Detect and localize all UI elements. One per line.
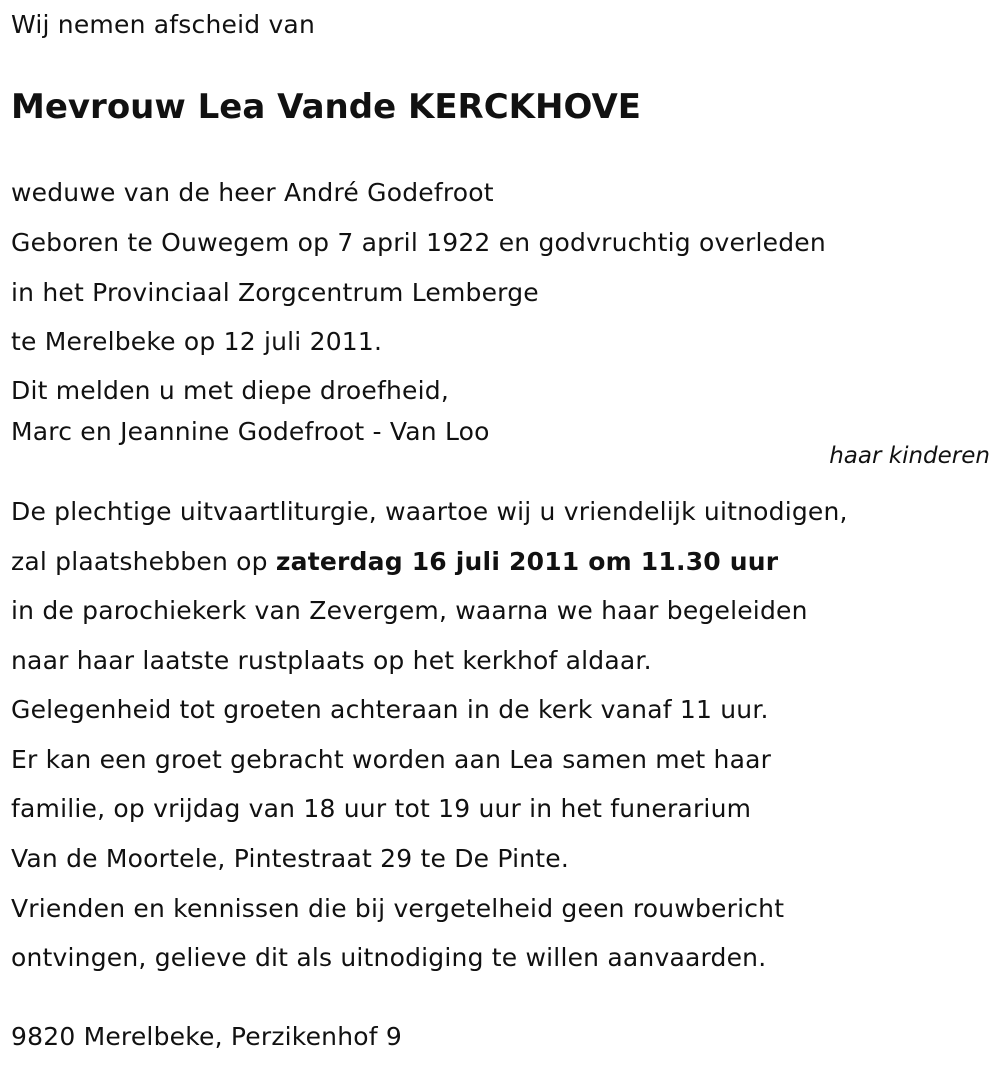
service-line-5: Gelegenheid tot groeten achteraan in de kerk vanaf 11 uur.	[11, 695, 769, 724]
bio-line-3: in het Provinciaal Zorgcentrum Lemberge	[11, 278, 539, 307]
bio-line-2: Geboren te Ouwegem op 7 april 1922 en godvruchtig overleden	[11, 228, 826, 257]
service-line-2-prefix: zal plaatshebben op	[11, 547, 276, 576]
service-line-1: De plechtige uitvaartliturgie, waartoe wij u vriendelijk uitnodigen,	[11, 497, 848, 526]
service-line-7: familie, op vrijdag van 18 uur tot 19 uur in het funerarium	[11, 794, 752, 823]
bio-line-4: te Merelbeke op 12 juli 2011.	[11, 327, 383, 356]
home-address: 9820 Merelbeke, Perzikenhof 9	[11, 1022, 403, 1051]
bio-line-1: weduwe van de heer André Godefroot	[11, 178, 494, 207]
family-names: Marc en Jeannine Godefroot - Van Loo	[11, 417, 490, 446]
service-line-4: naar haar laatste rustplaats op het kerkhof aldaar.	[11, 646, 652, 675]
service-line-9: Vrienden en kennissen die bij vergetelheid geen rouwbericht	[11, 894, 785, 923]
announcement-line: Dit melden u met diepe droefheid,	[11, 376, 449, 405]
family-role: haar kinderen	[829, 443, 990, 469]
intro-text: Wij nemen afscheid van	[11, 10, 315, 39]
service-datetime: zaterdag 16 juli 2011 om 11.30 uur	[275, 547, 779, 576]
service-line-6: Er kan een groet gebracht worden aan Lea samen met haar	[11, 745, 772, 774]
service-line-3: in de parochiekerk van Zevergem, waarna we haar begeleiden	[11, 596, 808, 625]
service-line-10: ontvingen, gelieve dit als uitnodiging te willen aanvaarden.	[11, 943, 767, 972]
service-line-2	[11, 547, 778, 577]
service-line-8: Van de Moortele, Pintestraat 29 te De Pinte.	[11, 844, 570, 873]
deceased-name: Mevrouw Lea Vande KERCKHOVE	[11, 87, 642, 127]
